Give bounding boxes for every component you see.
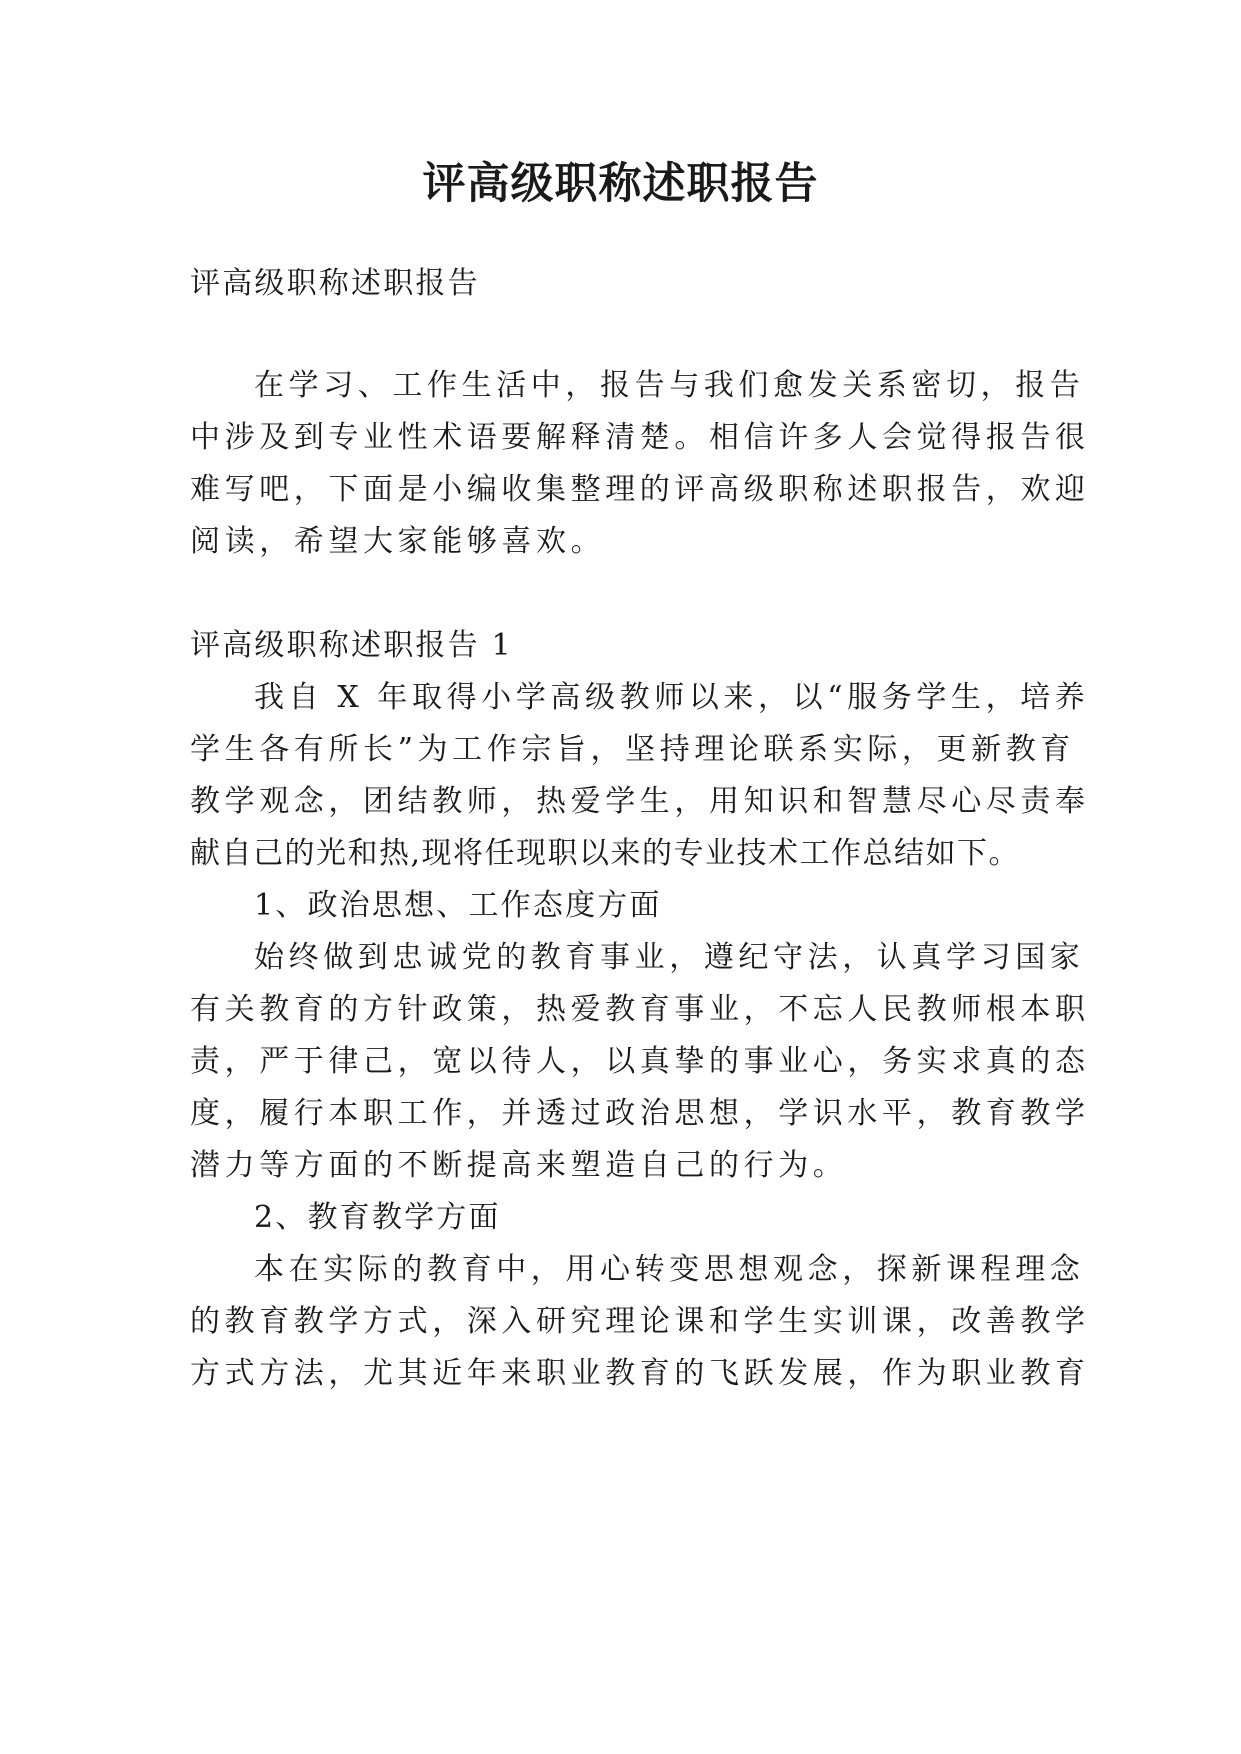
subsection-heading: 2、教育教学方面 <box>254 1200 501 1235</box>
paragraph-line: 难写吧，下面是小编收集整理的评高级职称述职报告，欢迎 <box>190 472 1090 507</box>
paragraph-line: 我自 X 年取得小学高级教师以来，以“服务学生，培养 <box>254 680 1090 715</box>
section-heading: 评高级职称述职报告 1 <box>190 628 513 663</box>
paragraph-line: 在学习、工作生活中，报告与我们愈发关系密切，报告 <box>254 368 1085 403</box>
paragraph-line: 教学观念，团结教师，热爱学生，用知识和智慧尽心尽责奉 <box>190 784 1090 819</box>
paragraph-line: 潜力等方面的不断提高来塑造自己的行为。 <box>190 1148 848 1183</box>
subtitle-line: 评高级职称述职报告 <box>190 266 480 301</box>
paragraph-line: 有关教育的方针政策，热爱教育事业，不忘人民教师根本职 <box>190 992 1090 1027</box>
paragraph-line: 的教育教学方式，深入研究理论课和学生实训课，改善教学 <box>190 1304 1090 1339</box>
paragraph-line: 阅读，希望大家能够喜欢。 <box>190 524 606 559</box>
paragraph-line: 中涉及到专业性术语要解释清楚。相信许多人会觉得报告很 <box>190 420 1090 455</box>
paragraph-line: 献自己的光和热,现将任现职以来的专业技术工作总结如下。 <box>190 836 1021 871</box>
paragraph-line: 方式方法，尤其近年来职业教育的飞跃发展，作为职业教育 <box>190 1356 1090 1391</box>
paragraph-line: 学生各有所长”为工作宗旨，坚持理论联系实际，更新教育 <box>190 732 1075 767</box>
paragraph-line: 责，严于律己，宽以待人，以真挚的事业心，务实求真的态 <box>190 1044 1090 1079</box>
paragraph-line: 本在实际的教育中，用心转变思想观念，探新课程理念 <box>254 1252 1085 1287</box>
document-title: 评高级职称述职报告 <box>422 159 819 209</box>
paragraph-line: 始终做到忠诚党的教育事业，遵纪守法，认真学习国家 <box>254 940 1085 975</box>
subsection-heading: 1、政治思想、工作态度方面 <box>254 888 662 923</box>
paragraph-line: 度，履行本职工作，并透过政治思想，学识水平，教育教学 <box>190 1096 1090 1131</box>
